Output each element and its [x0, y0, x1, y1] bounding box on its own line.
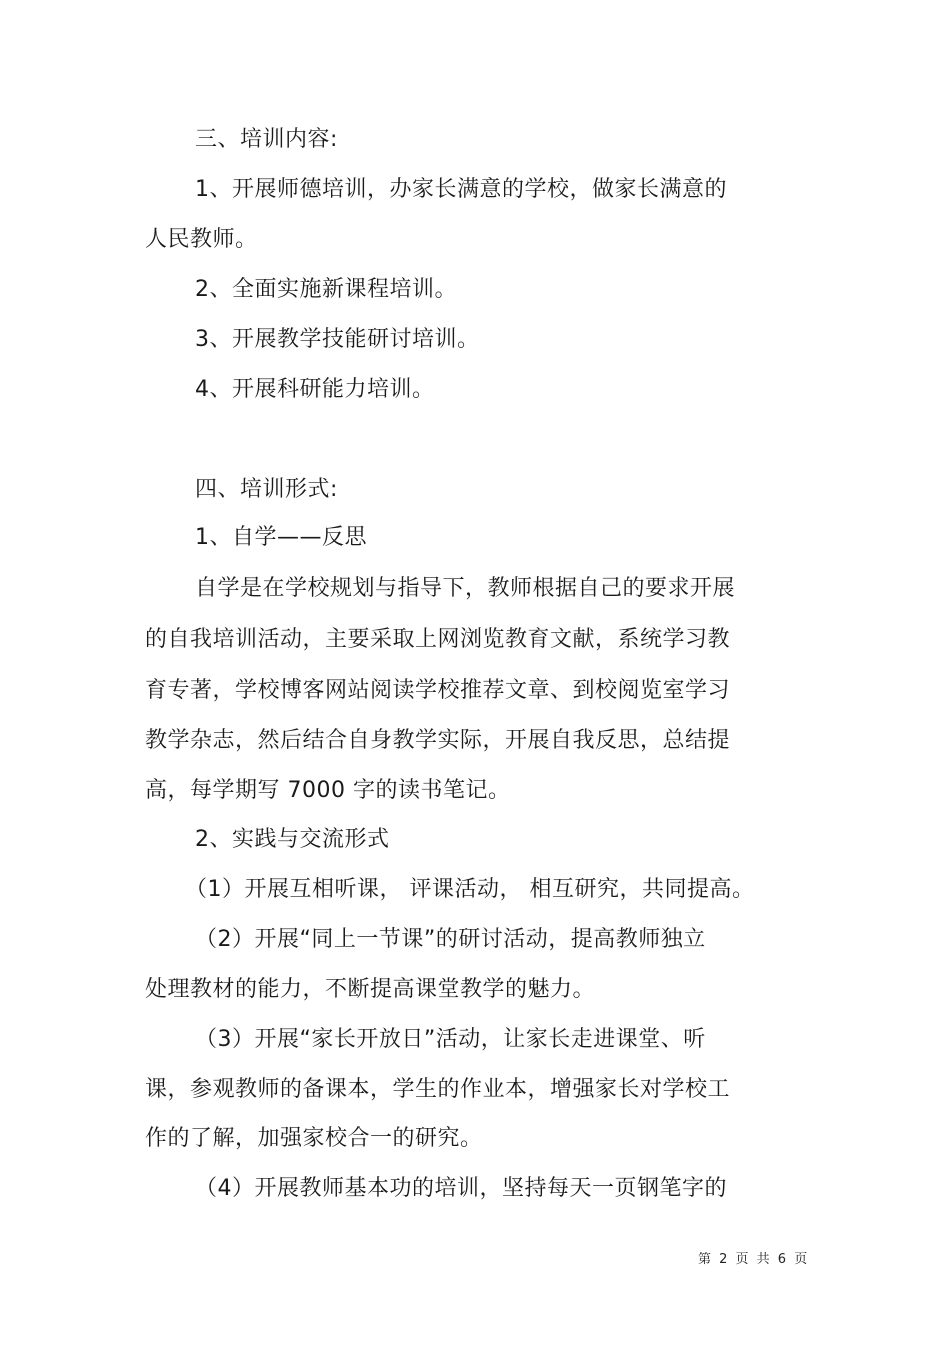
paragraph-line: （1）开展互相听课， 评课活动， 相互研究，共同提高。 [185, 877, 755, 902]
paragraph-line: 自学是在学校规划与指导下，教师根据自己的要求开展 [195, 576, 736, 601]
paragraph-line: 课，参观教师的备课本，学生的作业本，增强家长对学校工 [145, 1077, 731, 1102]
paragraph-line: （4）开展教师基本功的培训，坚持每天一页钢笔字的 [195, 1176, 727, 1201]
paragraph-line: （2）开展“同上一节课”的研讨活动，提高教师独立 [195, 927, 706, 952]
paragraph-line: 4、开展科研能力培训。 [195, 377, 435, 402]
paragraph-line: （3）开展“家长开放日”活动，让家长走进课堂、听 [195, 1027, 706, 1052]
paragraph-line: 1、开展师德培训，办家长满意的学校，做家长满意的 [195, 177, 727, 202]
paragraph-line: 作的了解，加强家校合一的研究。 [145, 1126, 483, 1151]
page-number-footer: 第 2 页 共 6 页 [698, 1252, 810, 1267]
paragraph-line: 教学杂志，然后结合自身教学实际，开展自我反思，总结提 [145, 728, 731, 753]
paragraph-line: 人民教师。 [145, 227, 258, 252]
paragraph-line: 的自我培训活动，主要采取上网浏览教育文献，系统学习教 [145, 627, 731, 652]
paragraph-line: 3、开展教学技能研讨培训。 [195, 327, 480, 352]
paragraph-line: 育专著，学校博客网站阅读学校推荐文章、到校阅览室学习 [145, 678, 731, 703]
paragraph-line: 处理教材的能力，不断提高课堂教学的魅力。 [145, 977, 596, 1002]
section-heading-training-content: 三、培训内容: [195, 127, 338, 152]
paragraph-line: 2、全面实施新课程培训。 [195, 277, 457, 302]
section-heading-training-form: 四、培训形式: [195, 477, 338, 502]
subheading-self-study: 1、自学——反思 [195, 525, 367, 550]
paragraph-line: 高，每学期写 7000 字的读书笔记。 [145, 778, 511, 803]
subheading-practice: 2、实践与交流形式 [195, 827, 390, 852]
